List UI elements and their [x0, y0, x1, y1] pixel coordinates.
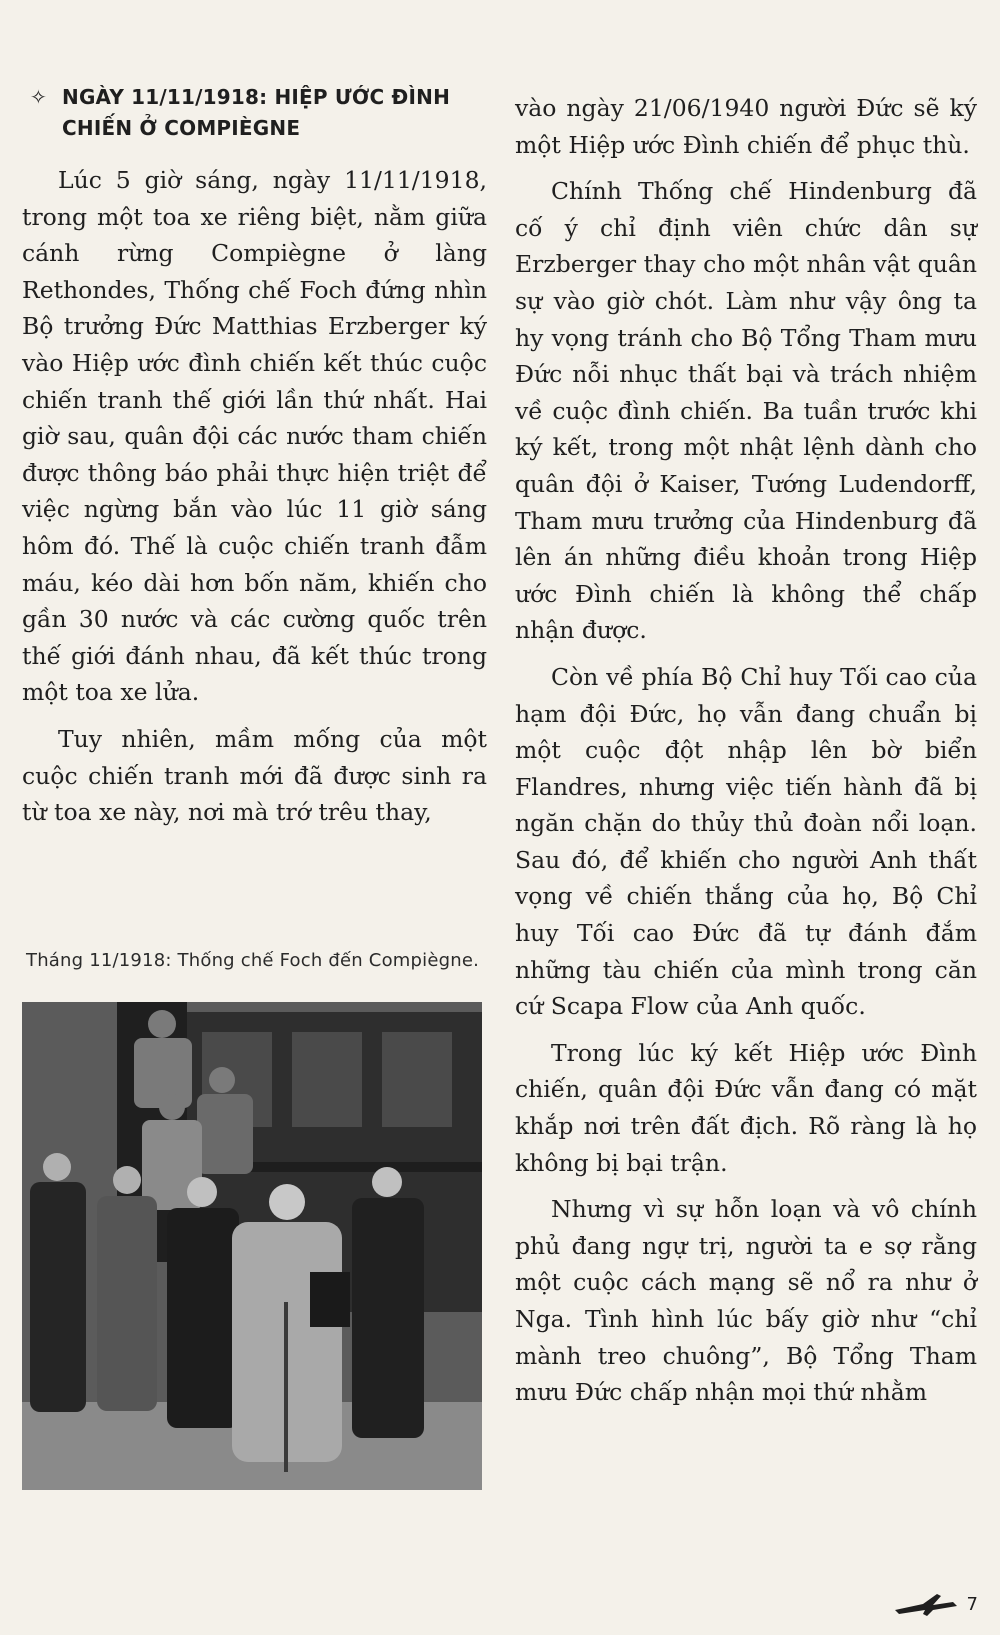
paragraph: Lúc 5 giờ sáng, ngày 11/11/1918, trong một toa xe riêng biệt, nằm giữa cánh rừng Compiègne ở làng Rethondes, Thống chế Foch đứng nhìn Bộ trưởng Đức Matthias Erzberger ký vào Hiệp ước đình chiến kết thúc cuộc chiến tranh thế giới lần thứ nhất. Hai giờ sau, quân đội các nước tham chiến được thông báo phải thực hiện triệt để việc ngừng bắn vào lúc 11 giờ sáng hôm đó. Thế là cuộc chiến tranh đẫm máu, kéo dài hơn bốn năm, khiến cho gần 30 nước và các cường quốc trên thế giới đánh nhau, đã kết thúc trong một toa xe lửa. — [22, 166, 487, 707]
paragraph: Tuy nhiên, mầm mống của một cuộc chiến tranh mới đã được sinh ra từ toa xe này, nơi mà trớ trêu thay, — [22, 724, 487, 827]
paragraph-continuation: vào ngày 21/06/1940 người Đức sẽ ký một Hiệp ước Đình chiến để phục thù. — [515, 94, 977, 159]
airplane-ornament-icon — [893, 1590, 963, 1618]
paragraph: Chính Thống chế Hindenburg đã cố ý chỉ định viên chức dân sự Erzberger thay cho một nhân vật quân sự vào giờ chót. Làm như vậy ông ta hy vọng tránh cho Bộ Tổng Tham mưu Đức nỗi nhục thất bại và trách nhiệm về cuộc đình chiến. Ba tuần trước khi ký kết, trong một nhật lệnh dành cho quân đội ở Kaiser, Tướng Ludendorff, Tham mưu trưởng của Hindenburg đã lên án những điều khoản trong Hiệp ước Đình chiến là không thể chấp nhận được. — [515, 177, 977, 645]
section-title: NGÀY 11/11/1918: HIỆP ƯỚC ĐÌNH CHIẾN Ở COMPIÈGNE — [62, 85, 451, 140]
right-column — [515, 90, 977, 1421]
paragraph: Trong lúc ký kết Hiệp ước Đình chiến, quân đội Đức vẫn đang có mặt khắp nơi trên đất địch. Rõ ràng là họ không bị bại trận. — [515, 1038, 977, 1177]
left-column — [22, 82, 487, 841]
photo-illustration — [22, 1002, 482, 1490]
historical-photo — [22, 1002, 482, 1490]
diamond-bullet-icon: ✧ — [30, 85, 47, 109]
page-number: 7 — [966, 1593, 978, 1615]
paragraph: Còn về phía Bộ Chỉ huy Tối cao của hạm đội Đức, họ vẫn đang chuẩn bị một cuộc đột nhập lên bờ biển Flandres, nhưng việc tiến hành đã bị ngăn chặn do thủy thủ đoàn nổi loạn. Sau đó, để khiến cho người Anh thất vọng về chiến thắng của họ, Bộ Chỉ huy Tối cao Đức đã tự đánh đắm những tàu chiến của mình trong căn cứ Scapa Flow của Anh quốc. — [515, 662, 977, 1021]
photo-caption: Tháng 11/1918: Thống chế Foch đến Compiègne. — [26, 950, 480, 971]
page-footer — [893, 1590, 978, 1618]
section-heading — [22, 82, 487, 144]
paragraph: Nhưng vì sự hỗn loạn và vô chính phủ đang ngự trị, người ta e sợ rằng một cuộc cách mạng sẽ nổ ra như ở Nga. Tình hình lúc bấy giờ như “chỉ mành treo chuông”, Bộ Tổng Tham mưu Đức chấp nhận mọi thứ nhằm — [515, 1195, 977, 1407]
